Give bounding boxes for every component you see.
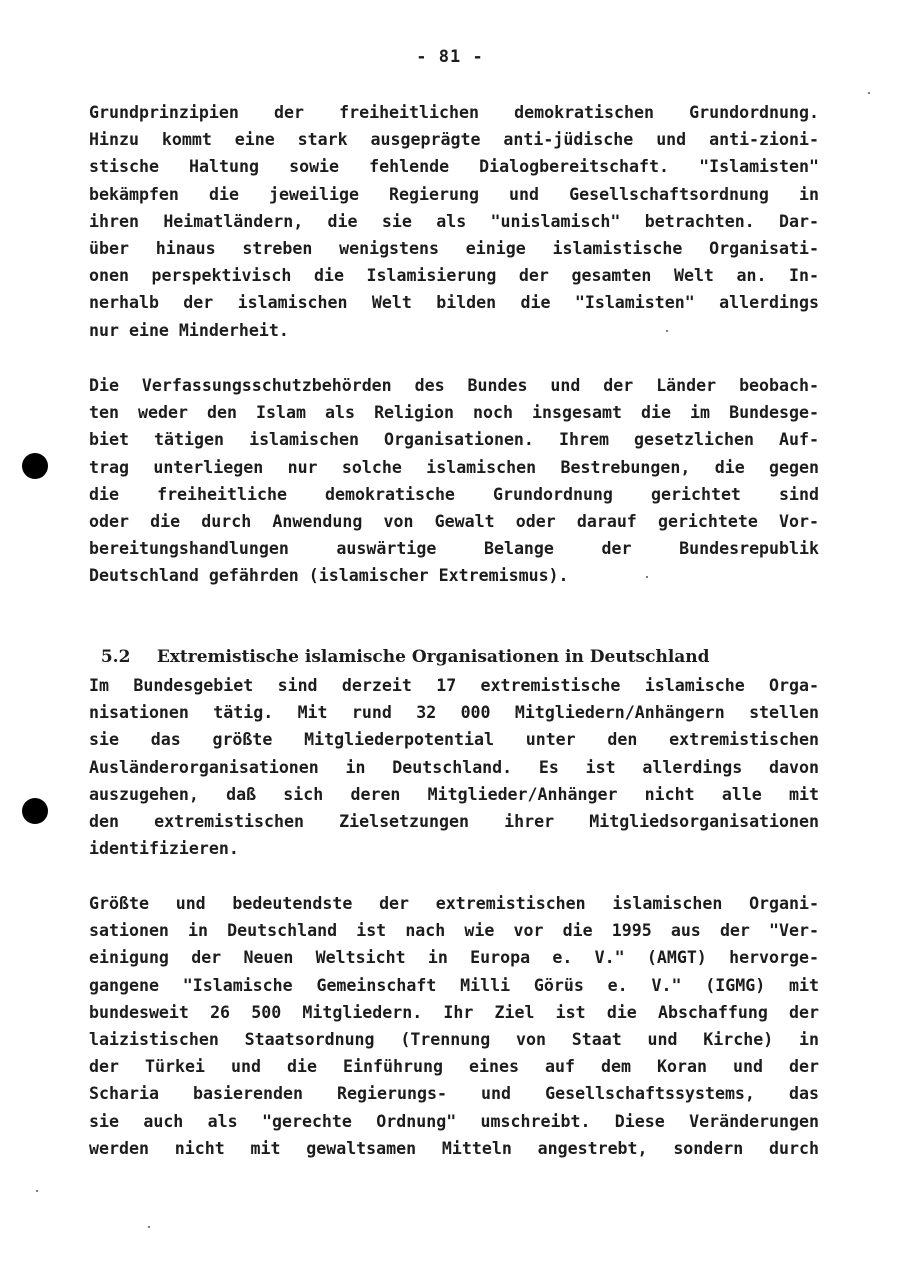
paragraph-line: ihren Heimatländern, die sie als "unislamisch" betrachten. Dar- — [89, 211, 819, 231]
paragraph-line: laizistischen Staatsordnung (Trennung von Staat und Kirche) in — [89, 1029, 819, 1049]
paragraph-line: die freiheitliche demokratische Grundordnung gerichtet sind — [89, 484, 819, 504]
section-heading — [89, 617, 710, 671]
paragraph-line: Deutschland gefährden (islamischer Extremismus). — [89, 566, 569, 586]
paragraph-4 — [89, 890, 819, 1162]
paragraph-line: auszugehen, daß sich deren Mitglieder/Anhänger nicht alle mit — [89, 784, 819, 804]
paragraph-line: nerhalb der islamischen Welt bilden die "Islamisten" allerdings — [89, 293, 819, 313]
paragraph-line: den extremistischen Zielsetzungen ihrer Mitgliedsorganisationen — [89, 811, 819, 831]
scan-speck — [646, 576, 648, 578]
paragraph-line: biet tätigen islamischen Organisationen. Ihrem gesetzlichen Auf- — [89, 430, 819, 450]
paragraph-line: Hinzu kommt eine stark ausgeprägte anti-jüdische und anti-zioni- — [89, 130, 819, 150]
paragraph-line: einigung der Neuen Weltsicht in Europa e. V." (AMGT) hervorge- — [89, 948, 819, 968]
paragraph-line: nisationen tätig. Mit rund 32 000 Mitgliedern/Anhängern stellen — [89, 703, 819, 723]
paragraph-line: onen perspektivisch die Islamisierung der gesamten Welt an. In- — [89, 266, 819, 286]
paragraph-line: Ausländerorganisationen in Deutschland. Es ist allerdings davon — [89, 757, 819, 777]
paragraph-line: Größte und bedeutendste der extremistischen islamischen Organi- — [89, 894, 819, 913]
paragraph-line: sie auch als "gerechte Ordnung" umschreibt. Diese Veränderungen — [89, 1111, 819, 1131]
paragraph-2 — [89, 372, 819, 590]
paragraph-line: Scharia basierenden Regierungs- und Gesellschaftssystems, das — [89, 1084, 819, 1104]
paragraph-line: stische Haltung sowie fehlende Dialogbereitschaft. "Islamisten" — [89, 157, 819, 177]
paragraph-line: sationen in Deutschland ist nach wie vor die 1995 aus der "Ver- — [89, 921, 819, 941]
punch-hole-mark — [22, 453, 48, 479]
punch-hole-mark — [22, 798, 48, 824]
paragraph-line: trag unterliegen nur solche islamischen Bestrebungen, die gegen — [89, 457, 819, 477]
paragraph-line: werden nicht mit gewaltsamen Mitteln angestrebt, sondern durch — [89, 1138, 819, 1158]
scan-speck — [36, 1190, 38, 1192]
paragraph-line: oder die durch Anwendung von Gewalt oder darauf gerichtete Vor- — [89, 511, 819, 531]
paragraph-line: bereitungshandlungen auswärtige Belange der Bundesrepublik — [89, 539, 819, 559]
paragraph-line: bekämpfen die jeweilige Regierung und Gesellschaftsordnung in — [89, 184, 819, 204]
scan-speck — [148, 1226, 150, 1228]
paragraph-3 — [89, 672, 819, 862]
scan-speck — [868, 92, 870, 94]
paragraph-line: Grundprinzipien der freiheitlichen demokratischen Grundordnung. — [89, 103, 819, 122]
paragraph-line: ten weder den Islam als Religion noch insgesamt die im Bundesge- — [89, 403, 819, 423]
paragraph-line: sie das größte Mitgliederpotential unter den extremistischen — [89, 730, 819, 750]
paragraph-line: über hinaus streben wenigstens einige islamistische Organisati- — [89, 238, 819, 258]
section-title: Extremistische islamische Organisationen in Deutschland — [156, 647, 710, 667]
paragraph-line: der Türkei und die Einführung eines auf dem Koran und der — [89, 1057, 819, 1077]
paragraph-line: gangene "Islamische Gemeinschaft Milli Görüs e. V." (IGMG) mit — [89, 975, 819, 995]
paragraph-line: identifizieren. — [89, 839, 239, 859]
scan-speck — [666, 330, 668, 332]
paragraph-line: bundesweit 26 500 Mitgliedern. Ihr Ziel ist die Abschaffung der — [89, 1002, 819, 1022]
paragraph-1 — [89, 99, 819, 344]
paragraph-line: nur eine Minderheit. — [89, 320, 289, 340]
page-number: - 81 - — [416, 47, 484, 67]
paragraph-line: Im Bundesgebiet sind derzeit 17 extremistische islamische Orga- — [89, 676, 819, 695]
section-number: 5.2 — [100, 647, 131, 667]
paragraph-line: Die Verfassungsschutzbehörden des Bundes und der Länder beobach- — [89, 376, 819, 395]
